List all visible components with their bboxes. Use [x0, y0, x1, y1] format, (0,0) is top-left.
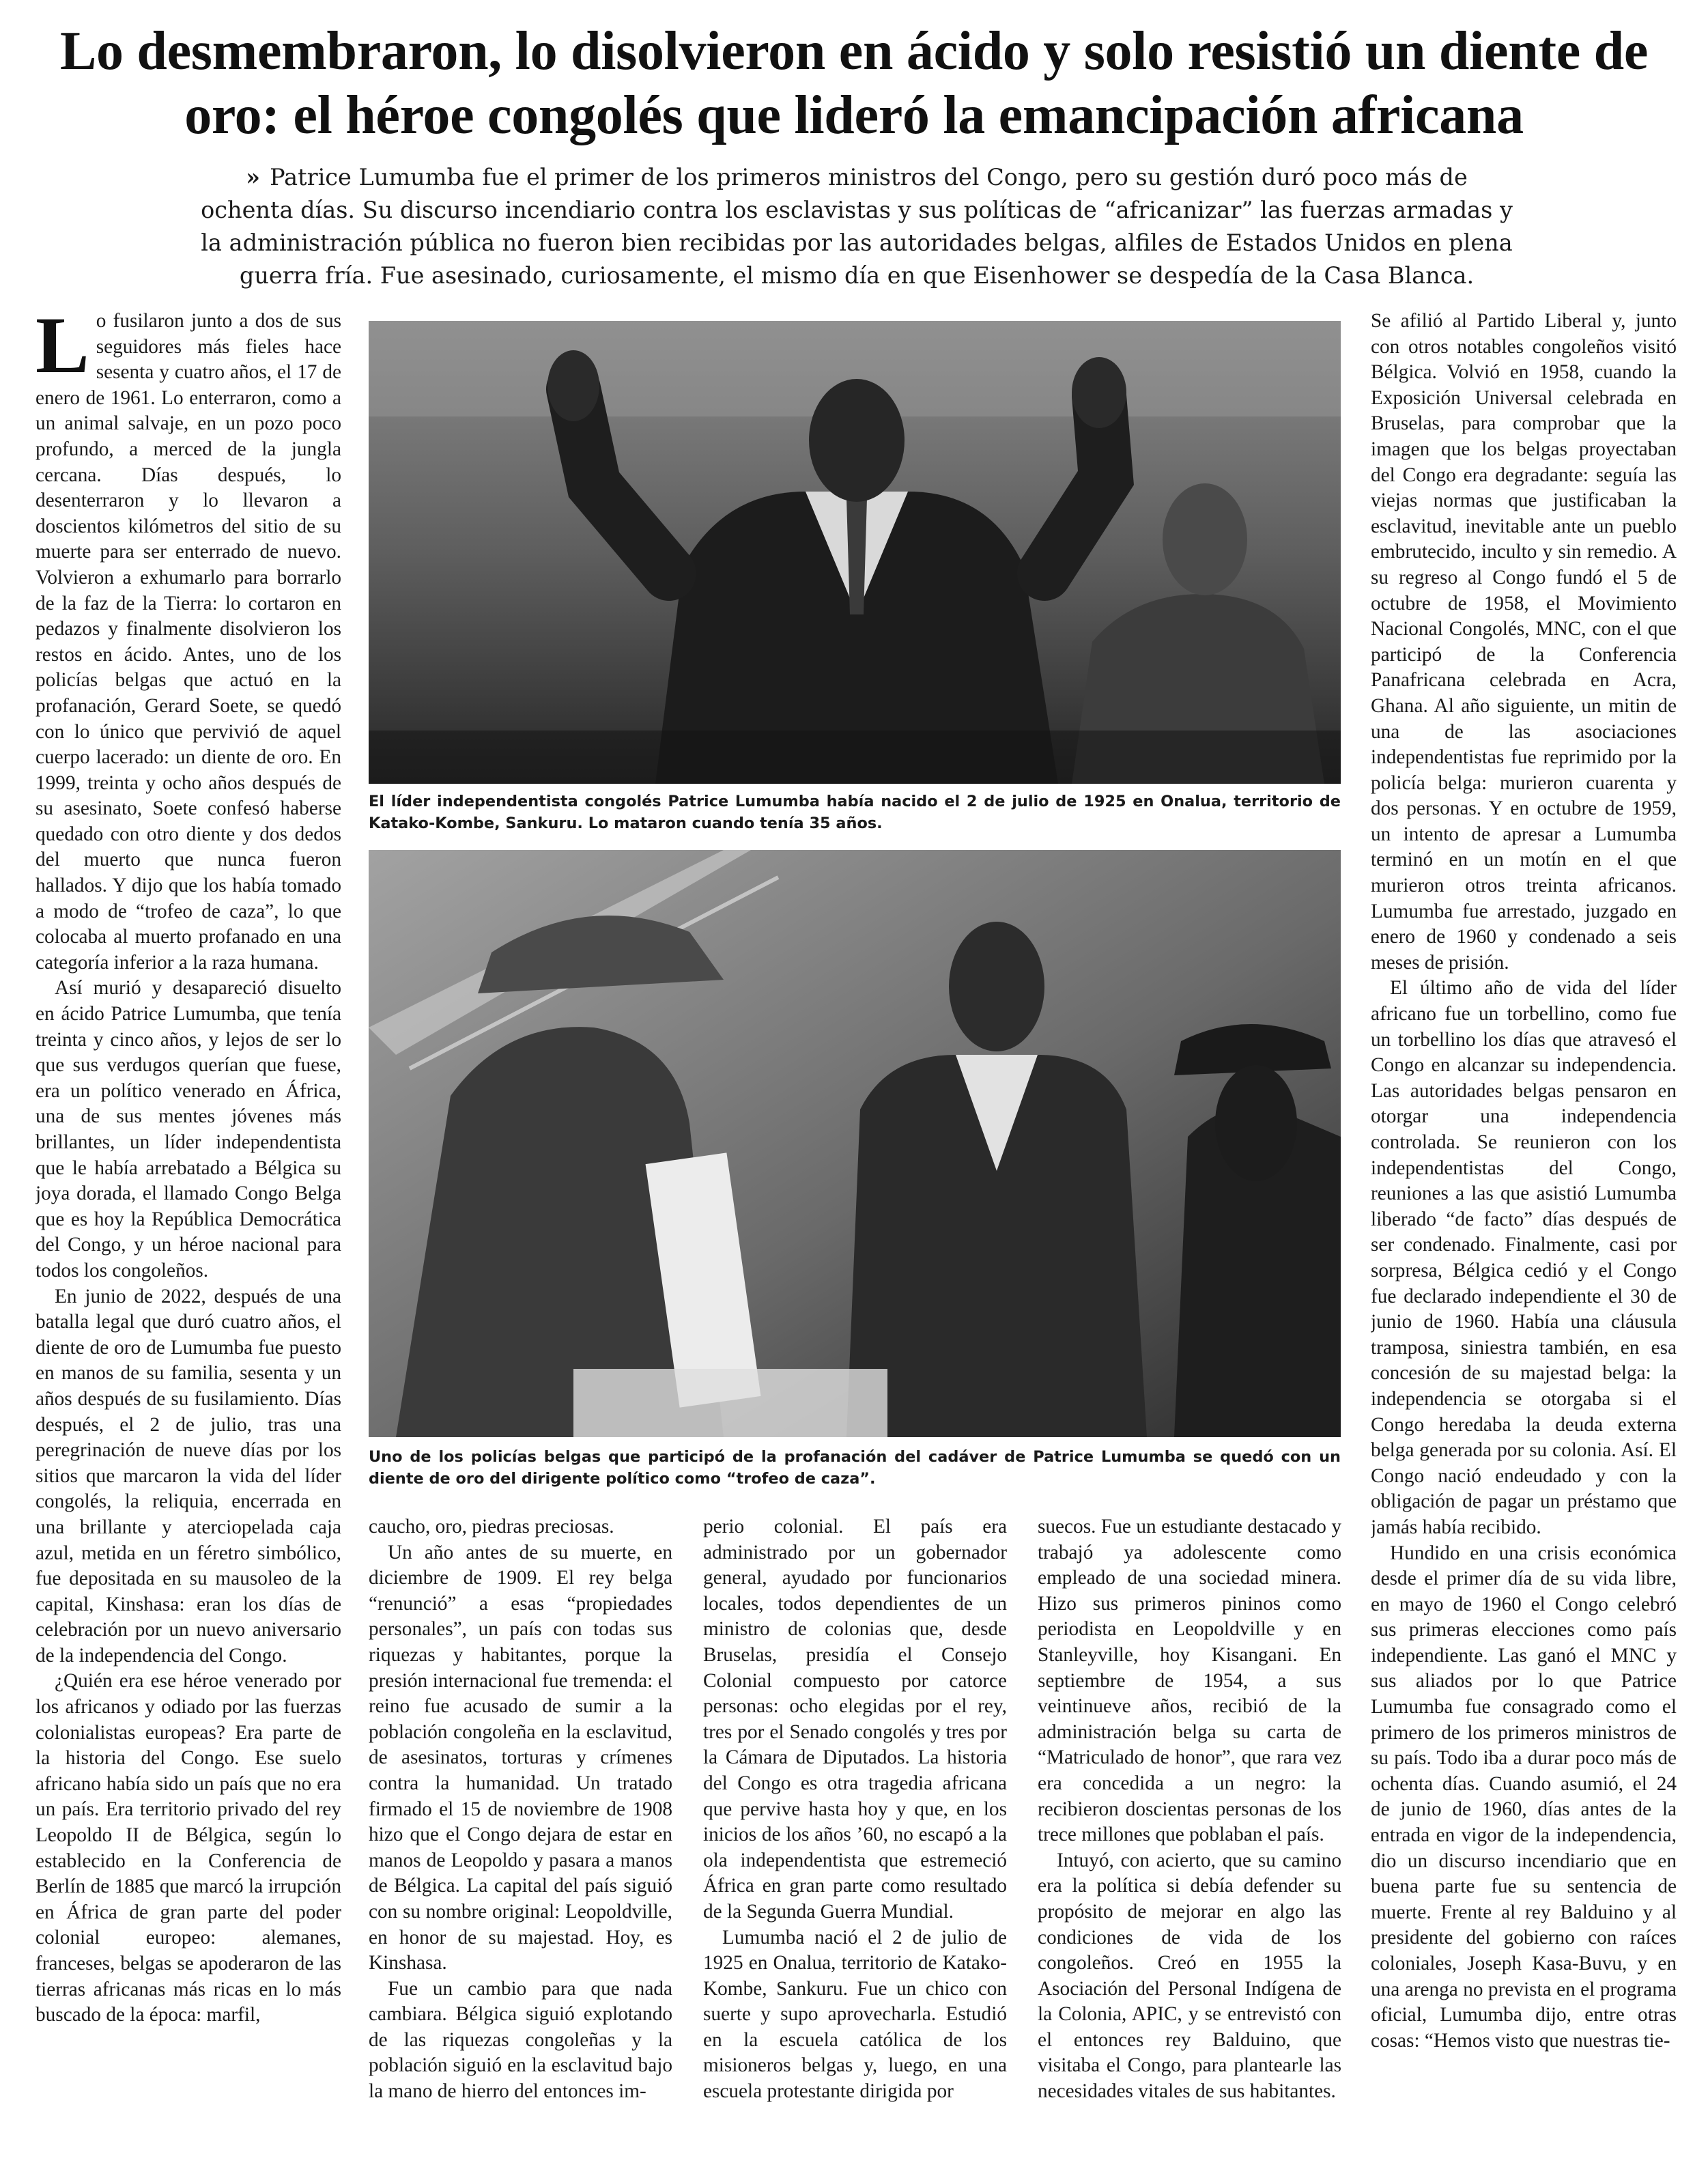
- photo-lumumba-raised-arms: [369, 321, 1341, 784]
- column-3: [703, 1514, 1007, 2163]
- paragraph: suecos. Fue un estudiante destacado y trabajó ya adolescente como empleado de una sociedad minera. Hizo sus primeros pininos como periodista en Leopoldville y en Stanleyville, hoy Kisangani. En septiembre de 1954, a sus veintinueve años, recibió de la administración belga su carta de “Matriculado de honor”, que rara vez era concedida a un negro: la recibieron doscientas personas de los trece millones que poblaban el país.: [1038, 1516, 1341, 1846]
- deck-marker-icon: »: [246, 164, 261, 190]
- paragraph: En junio de 2022, después de una batalla legal que duró cuatro años, el diente de oro de Lumumba fue puesto en manos de su familia, sesenta y un años después de su fusilamiento. Días después, el 2 de julio, tras una peregrinación de nueve días por los sitios que marcaron la vida del líder congolés, la reliquia, encerrada en una brillante y aterciopelada caja azul, metida en un féretro simbólico, fue depositada en su mausoleo de la capital, Kinshasa: eran los días de celebración por un nuevo aniversario de la independencia del Congo.: [35, 1285, 341, 1667]
- photo-image: [369, 850, 1341, 1437]
- deck-text: Patrice Lumumba fue el primer de los primeros ministros del Congo, pero su gestión duró poco más de ochenta días. Su discurso incendiario contra los esclavistas y sus políticas de “africanizar” las fuerzas armadas y la administración pública no fueron bien recibidas por las autoridades belgas, alfiles de Estados Unidos en plena guerra fría. Fue asesinado, curiosamente, el mismo día en que Eisenhower se despedía de la Casa Blanca.: [201, 164, 1513, 289]
- paragraph: Hundido en una crisis económica desde el primer día de su vida libre, en mayo de 1960 el Congo celebró sus primeras elecciones como país independiente. Las ganó el MNC y sus aliados por lo que Patrice Lumumba fue consagrado como el primero de los primeros ministros de su país. Todo iba a durar poco más de ochenta días. Cuando asumió, el 24 de junio de 1960, días antes de la entrada en vigor de la independencia, dio un discurso incendiario que en buena parte fue su sentencia de muerte. Frente al rey Balduino y al presidente del gobierno con raíces coloniales, Joseph Kasa-Buvu, y en una arenga no prevista en el programa oficial, Lumumba dijo, entre otras cosas: “Hemos visto que nuestras tie-: [1371, 1542, 1677, 2052]
- paragraph: Fue un cambio para que nada cambiara. Bélgica siguió explotando de las riquezas congoleñas y la población siguió en la esclavitud bajo la mano de hierro del entonces im-: [369, 1977, 672, 2103]
- paragraph: ¿Quién era ese héroe venerado por los africanos y odiado por las fuerzas colonialistas europeas? Era parte de la historia del Congo. Ese suelo africano había sido un país que no era un país. Era territorio privado del rey Leopoldo II de Bélgica, según lo establecido en la Conferencia de Berlín de 1885 que marcó la irrupción en África de gran parte del poder colonial europeo: alemanes, franceses, belgas se apoderaron de las tierras africanas más ricas en lo más buscado de la época: marfil,: [35, 1670, 341, 2026]
- paragraph: Lumumba nació el 2 de julio de 1925 en Onalua, territorio de Katako-Kombe, Sankuru. Fue un chico con suerte y supo aprovecharla. Estudió en la escuela católica de los misioneros belgas y, luego, en una escuela protestante dirigida por: [703, 1926, 1007, 2103]
- paragraph: Se afilió al Partido Liberal y, junto con otros notables congoleños visitó Bélgica. Volvió en 1958, cuando la Exposición Universal celebrada en Bruselas, para comprobar que la imagen que los belgas proyectaban del Congo era degradante: seguía las viejas normas que justificaban la esclavitud, inevitable ante un pueblo embrutecido, inculto y sin remedio. A su regreso al Congo fundó el 5 de octubre de 1958, el Movimiento Nacional Congolés, MNC, con el que participó de la Conferencia Panafricana celebrada en Acra, Ghana. Al año siguiente, un mitin de una de las asociaciones independentistas fue reprimido por la policía belga: murieron cuarenta y dos personas. Y en octubre de 1959, un intento de apresar a Lumumba terminó en un motín en el que murieron otros treinta africanos. Lumumba fue arrestado, juzgado en enero de 1960 y condenado a seis meses de prisión.: [1371, 310, 1677, 974]
- column-1: [35, 309, 341, 2163]
- column-2: [369, 1514, 672, 2163]
- drop-cap: L: [35, 309, 89, 390]
- photo-caption: Uno de los policías belgas que participó de la profanación del cadáver de Patrice Lumumba se quedó con un diente de oro del dirigente político como “trofeo de caza”.: [369, 1448, 1341, 1488]
- paragraph: perio colonial. El país era administrado por un gobernador general, ayudado por funcionarios locales, todos dependientes de un ministro de colonias que, desde Bruselas, presidía el Consejo Colonial compuesto por catorce personas: ocho elegidas por el rey, tres por el Senado congolés y tres por la Cámara de Diputados. La historia del Congo es otra tragedia africana que pervive hasta hoy y que, en los inicios de los años ’60, no escapó a la ola independentista que estremeció África en gran parte como resultado de la Segunda Guerra Mundial.: [703, 1516, 1007, 1923]
- paragraph: caucho, oro, piedras preciosas.: [369, 1516, 614, 1538]
- photo-caption: El líder independentista congolés Patrice Lumumba había nacido el 2 de julio de 1925 en Onalua, territorio de Katako-Kombe, Sankuru. Lo mataron cuando tenía 35 años.: [369, 793, 1341, 832]
- paragraph: El último año de vida del líder africano fue un torbellino, como fue un torbellino los días que atravesó el Congo en alcanzar su independencia. Las autoridades belgas pensaron en otorgar una independencia controlada. Se reunieron con los independentistas del Congo, reuniones a las que asistió Lumumba liberado “de facto” días después de ser condenado. Finalmente, casi por sorpresa, Bélgica cedió y el Congo fue declarado independiente el 30 de junio de 1960. Había una cláusula tramposa, siniestra también, en esa concesión de su majestad belga: la independencia se otorgaba si el Congo heredaba la deuda externa belga generada por su colonia. Así. El Congo nació endeudado y con la obligación de pagar un préstamo que jamás había recibido.: [1371, 977, 1677, 1538]
- photo-lumumba-signing: [369, 850, 1341, 1437]
- paragraph: Un año antes de su muerte, en diciembre de 1909. El rey belga “renunció” a esas “propiedades personales”, un país con todas sus riquezas y habitantes, porque la presión internacional fue tremenda: el reino fue acusado de sumir a la población congoleña en la esclavitud, de asesinatos, torturas y crímenes contra la humanidad. Un tratado firmado el 15 de noviembre de 1908 hizo que el Congo dejara de estar en manos de Leopoldo y pasara a manos de Bélgica. La capital del país siguió con su nombre original: Leopoldville, en honor de su majestad. Hoy, es Kinshasa.: [369, 1541, 672, 1974]
- photo-image: [369, 321, 1341, 784]
- column-5: [1371, 309, 1677, 2163]
- paragraph: Intuyó, con acierto, que su camino era la política si debía defender su propósito de mejorar en algo las condiciones de vida de los congoleños. Creó en 1955 la Asociación del Personal Indígena de la Colonia, APIC, y se entrevistó con el entonces rey Balduino, que visitaba el Congo, para plantearle las necesidades vitales de sus habitantes.: [1038, 1849, 1341, 2103]
- headline: Lo desmembraron, lo disolvieron en ácido y solo resistió un diente de oro: el héroe congolés que lideró la emancipación africana: [59, 21, 1649, 145]
- deck: [198, 161, 1515, 292]
- paragraph: Lo fusilaron junto a dos de sus seguidores más fieles hace sesenta y cuatro años, el 17 de enero de 1961. Lo enterraron, como a un animal salvaje, en un pozo poco profundo, a merced de la jungla cercana. Días después, lo desenterraron y lo llevaron a doscientos kilómetros del sitio de su muerte para ser enterrado de nuevo. Volvieron a exhumarlo para borrarlo de la faz de la Tierra: lo cortaron en pedazos y finalmente disolvieron los restos en ácido. Antes, uno de los policías belgas que actuó en la profanación, Gerard Soete, se quedó con lo único que pervivió de aquel cuerpo lacerado: un diente de oro. En 1999, treinta y ocho años después de su asesinato, Soete confesó haberse quedado con otro diente y dos dedos del muerto que nunca fueron hallados. Y dijo que los había tomado a modo de “trofeo de caza”, lo que colocaba al muerto profanado en una categoría inferior a la raza humana.: [35, 309, 341, 974]
- column-4: [1038, 1514, 1341, 2163]
- paragraph: Así murió y desapareció disuelto en ácido Patrice Lumumba, que tenía treinta y cinco años, y lejos de ser lo que sus verdugos querían que fuese, era un político venerado en África, una de sus mentes jóvenes más brillantes, un líder independentista que le había arrebatado a Bélgica su joya dorada, el llamado Congo Belga que es hoy la República Democrática del Congo, y un héroe nacional para todos los congoleños.: [35, 977, 341, 1281]
